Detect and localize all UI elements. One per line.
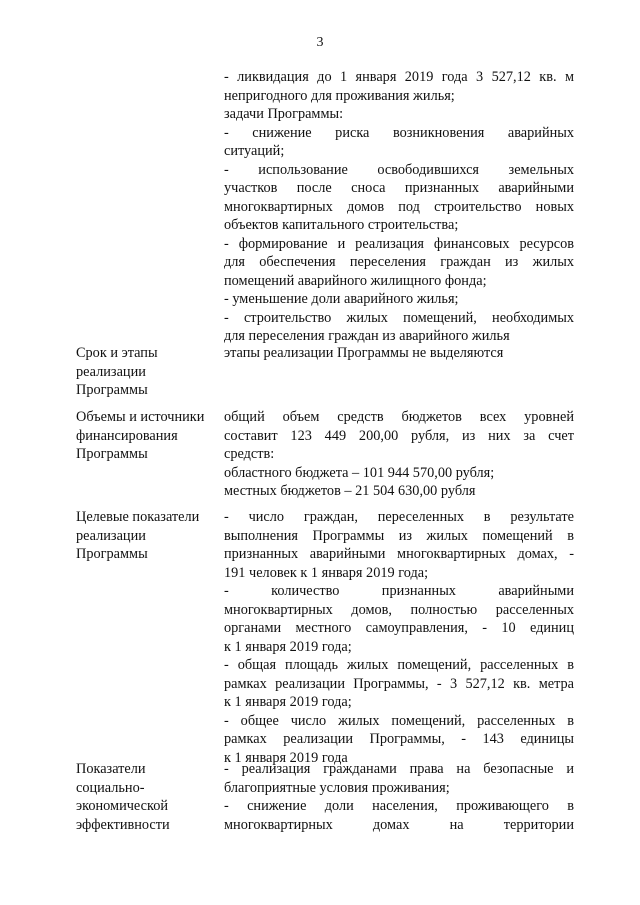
row-text-line: составит 123 449 200,00 рубля, из них за счет: [224, 427, 574, 444]
row-text-line: - общее число жилых помещений, расселенных в: [224, 712, 574, 729]
goals-tasks-line: для переселения граждан из аварийного жилья: [224, 328, 510, 344]
row-text-financing: [224, 408, 574, 501]
row-text-line: - число граждан, переселенных в результате: [224, 509, 574, 525]
row-text-line: признанных аварийными многоквартирных домах, -: [224, 546, 574, 562]
goals-tasks-line: - формирование и реализация финансовых ресурсов: [224, 235, 574, 252]
row-text-line: выполнения Программы из жилых помещений в: [224, 527, 574, 544]
row-text-line: к 1 января 2019 года: [224, 749, 348, 766]
row-text-line: рамках реализации Программы, - 143 единицы: [224, 731, 574, 747]
goals-tasks-line: непригодного для проживания жилья;: [224, 87, 455, 104]
goals-tasks-line: задачи Программы:: [224, 106, 344, 122]
row-text-line: - количество признанных аварийными: [224, 583, 574, 599]
row-text-line: средств:: [224, 446, 275, 462]
row-text-line: к 1 января 2019 года;: [224, 694, 352, 710]
row-label-efficiency: [76, 760, 226, 834]
goals-tasks-line: - использование освободившихся земельных: [224, 161, 574, 178]
row-label-financing: [76, 408, 226, 464]
row-text-timing: [224, 344, 574, 363]
goals-tasks-line: для обеспечения переселения граждан из жилых: [224, 254, 574, 270]
row-label-line: реализации: [76, 527, 146, 544]
row-text-efficiency: [224, 760, 574, 834]
page-number: 3: [316, 35, 324, 50]
goals-tasks-line: - ликвидация до 1 января 2019 года 3 527,12 кв. м: [224, 69, 574, 85]
row-label-line: реализации: [76, 363, 146, 380]
row-text-line: многоквартирных домах на территории: [224, 816, 574, 833]
row-text-line: благоприятные условия проживания;: [224, 779, 450, 796]
row-label-line: Программы: [76, 546, 148, 562]
row-text-line: - общая площадь жилых помещений, расселенных в: [224, 657, 574, 673]
row-label-line: Программы: [76, 382, 148, 398]
row-text-line: многоквартирных домов, полностью расселенных: [224, 601, 574, 618]
row-label-line: финансирования: [76, 427, 178, 444]
row-label-line: социально-: [76, 779, 145, 796]
row-text-line: органами местного самоуправления, - 10 единиц: [224, 620, 574, 636]
goals-tasks-line: ситуаций;: [224, 143, 285, 159]
row-label-line: Срок и этапы: [76, 345, 158, 361]
row-text-line: 191 человек к 1 января 2019 года;: [224, 564, 429, 581]
row-text-line: областного бюджета – 101 944 570,00 рубля;: [224, 464, 495, 481]
goals-tasks-line: объектов капитального строительства;: [224, 217, 459, 233]
row-text-target-indicators: [224, 508, 574, 767]
row-text-line: общий объем средств бюджетов всех уровней: [224, 409, 574, 425]
row-text-line: к 1 января 2019 года;: [224, 638, 352, 655]
goals-tasks-line: - строительство жилых помещений, необходимых: [224, 309, 574, 326]
row-text-line: местных бюджетов – 21 504 630,00 рубля: [224, 483, 476, 499]
goals-tasks-line: многоквартирных домов под строительство новых: [224, 198, 574, 215]
row-label-line: Показатели: [76, 761, 146, 777]
row-label-line: Целевые показатели: [76, 509, 200, 525]
goals-tasks-text: [224, 68, 574, 346]
goals-tasks-line: - уменьшение доли аварийного жилья;: [224, 291, 459, 307]
row-label-line: экономической: [76, 798, 168, 814]
row-label-line: Программы: [76, 446, 148, 462]
row-label-line: Объемы и источники: [76, 409, 205, 425]
row-text-line: этапы реализации Программы не выделяются: [224, 345, 504, 361]
row-text-line: - снижение доли населения, проживающего в: [224, 798, 574, 814]
row-label-timing: [76, 344, 226, 400]
row-label-target-indicators: [76, 508, 226, 564]
row-text-line: рамках реализации Программы, - 3 527,12 кв. метра: [224, 675, 574, 692]
row-label-line: эффективности: [76, 816, 170, 833]
row-text-line: - реализация гражданами права на безопасные и: [224, 761, 574, 777]
goals-tasks-line: помещений аварийного жилищного фонда;: [224, 272, 487, 289]
goals-tasks-line: - снижение риска возникновения аварийных: [224, 124, 574, 141]
goals-tasks-line: участков после сноса признанных аварийными: [224, 180, 574, 196]
